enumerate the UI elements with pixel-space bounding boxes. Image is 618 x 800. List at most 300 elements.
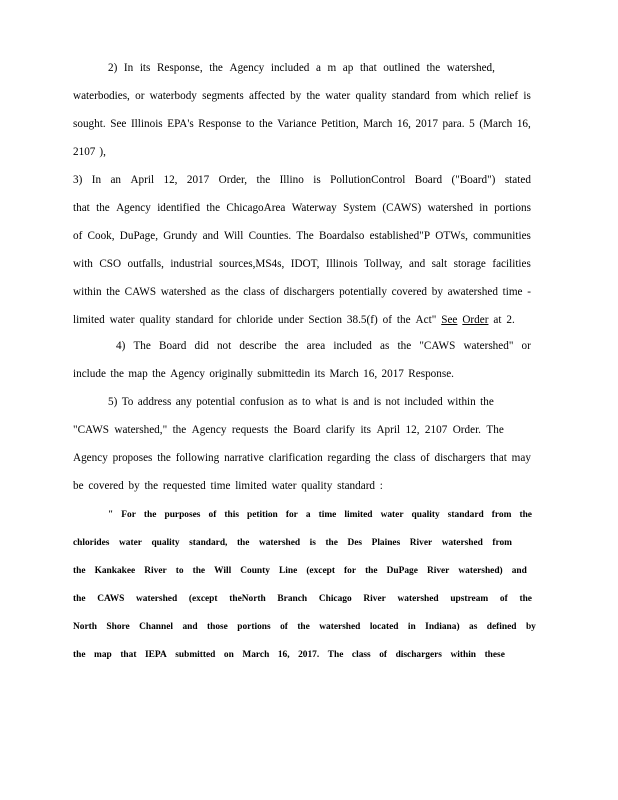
word: March (242, 650, 270, 660)
word: that (490, 452, 507, 464)
word: and (182, 622, 198, 632)
word: outfalls, (127, 258, 164, 270)
word: of (280, 622, 288, 632)
word: an (110, 174, 122, 186)
word: (March (479, 118, 513, 130)
word: covered (391, 286, 428, 298)
word: IDOT, (290, 258, 320, 270)
word: 5 (469, 118, 475, 130)
word: included (404, 396, 443, 408)
word: waterbodies, (73, 90, 130, 102)
word: (CAWS) (382, 202, 422, 214)
word: Line (279, 566, 298, 576)
word: proposes (112, 452, 153, 464)
word: the (396, 314, 411, 326)
quote-line (73, 648, 505, 662)
word: Board (414, 174, 443, 186)
word: 16, (516, 118, 531, 130)
word: quality (139, 314, 171, 326)
word: watershed (441, 538, 483, 548)
word: watershed, (446, 62, 495, 74)
word: chloride (236, 314, 274, 326)
word: the (73, 566, 86, 576)
quote-line (73, 592, 532, 606)
word: CAWS (97, 594, 125, 604)
word: In (123, 62, 134, 74)
word: under (277, 314, 304, 326)
word: within (73, 286, 102, 298)
word: quality (355, 90, 387, 102)
word: its (314, 368, 326, 380)
word: Plaines (371, 538, 401, 548)
word: of (420, 452, 430, 464)
word: ("Board") (451, 174, 496, 186)
word: - (527, 286, 531, 298)
word: class (351, 650, 371, 660)
word: See (110, 118, 127, 130)
word: industrial (170, 258, 213, 270)
word: that (73, 202, 90, 214)
word: covered (88, 480, 124, 492)
word: that (120, 650, 137, 660)
word: Order (462, 314, 489, 326)
word: describe (239, 340, 277, 352)
word: sought. (73, 118, 106, 130)
word: in (479, 202, 488, 214)
body-line (73, 117, 531, 131)
word: DuPage, (119, 230, 158, 242)
word: requests (231, 424, 269, 436)
body-line (108, 395, 494, 409)
word: or (135, 90, 145, 102)
word: the (284, 340, 299, 352)
word: of (269, 286, 279, 298)
word: by (128, 480, 140, 492)
body-line (73, 89, 531, 103)
word: (except (306, 566, 335, 576)
word: limited (235, 480, 267, 492)
word: Indiana) (425, 622, 460, 632)
word: clarify (325, 424, 356, 436)
word: water (271, 480, 297, 492)
word: Waterway (291, 202, 337, 214)
word: to (245, 118, 255, 130)
word: potential (196, 396, 236, 408)
word: as (380, 340, 390, 352)
word: DuPage (386, 566, 418, 576)
word: Agency (73, 452, 108, 464)
word: River (363, 594, 386, 604)
word: the (206, 202, 221, 214)
word: March (329, 368, 359, 380)
word: April (130, 174, 155, 186)
body-line (73, 201, 531, 215)
word: outlined (383, 62, 420, 74)
word: (except (188, 594, 218, 604)
word: salt (431, 258, 448, 270)
word: segments (202, 90, 244, 102)
word: did (194, 340, 209, 352)
word: affected (249, 90, 285, 102)
word: as (210, 286, 221, 298)
word: March (363, 118, 393, 130)
word: See (441, 314, 458, 326)
body-line (73, 451, 531, 465)
word: communities (473, 230, 531, 242)
word: quality (301, 480, 333, 492)
word: the (209, 62, 223, 74)
word: Agency (116, 202, 151, 214)
body-line (73, 479, 383, 493)
word: standard (391, 90, 430, 102)
word: watershed," (114, 424, 168, 436)
word: and (202, 230, 219, 242)
word: to (302, 396, 311, 408)
word: the (157, 452, 171, 464)
word: as (469, 622, 478, 632)
word: watershed (160, 286, 207, 298)
body-line (73, 145, 531, 159)
word: theNorth (229, 594, 266, 604)
word: Agency (170, 368, 205, 380)
word: Section (308, 314, 342, 326)
word: Branch (277, 594, 308, 604)
word: Board (159, 340, 187, 352)
word: storage (453, 258, 486, 270)
word: of (208, 510, 217, 520)
word: these (484, 650, 505, 660)
word: the (144, 480, 159, 492)
word: upstream (450, 594, 489, 604)
word: include (73, 368, 106, 380)
word: the (519, 594, 532, 604)
word: within (450, 650, 477, 660)
word: clarification (268, 452, 323, 464)
word: Illino (279, 174, 304, 186)
word: the (256, 174, 271, 186)
word: ), (99, 146, 106, 158)
word: Petition, (321, 118, 359, 130)
word: the (306, 90, 321, 102)
word: 2017 (381, 368, 404, 380)
word: 2. (506, 314, 515, 326)
word: map (128, 368, 148, 380)
word: which (461, 90, 490, 102)
word: ap (342, 62, 354, 74)
word: EPA's (167, 118, 194, 130)
word: water (119, 538, 142, 548)
word: from (492, 538, 512, 548)
word: purposes (164, 510, 201, 520)
word: Des (347, 538, 363, 548)
word: the (273, 424, 288, 436)
body-line (116, 339, 531, 353)
word: stated (504, 174, 531, 186)
word: a (305, 510, 311, 520)
word: Kankakee (94, 566, 136, 576)
word: watershed) (458, 566, 503, 576)
word: watershed (397, 594, 439, 604)
quote-line (73, 620, 536, 634)
word: not (216, 340, 232, 352)
word: The (296, 230, 314, 242)
word: the (73, 594, 86, 604)
word: 2107 (424, 424, 448, 436)
word: its (139, 62, 151, 74)
word: standard (175, 314, 214, 326)
word: System (343, 202, 377, 214)
body-line (73, 367, 454, 381)
word: map (94, 650, 112, 660)
word: Response. (408, 368, 454, 380)
word: from (491, 510, 512, 520)
word: awatershed (447, 286, 498, 298)
word: IEPA (145, 650, 167, 660)
word: River (426, 566, 450, 576)
word: the (375, 452, 389, 464)
word: Cook, (87, 230, 115, 242)
body-line (73, 285, 531, 299)
word: : (379, 480, 383, 492)
word: narrative (224, 452, 264, 464)
word: address (137, 396, 172, 408)
word: as (288, 396, 298, 408)
word: dischargers (434, 452, 486, 464)
word: of (499, 594, 508, 604)
word: area (306, 340, 326, 352)
word: class (393, 452, 416, 464)
word: for (218, 314, 232, 326)
word: class (243, 286, 265, 298)
word: the (96, 202, 110, 214)
word: the (519, 510, 532, 520)
word: within (447, 396, 476, 408)
body-line (73, 229, 531, 243)
word: is (313, 174, 321, 186)
quote-line (73, 536, 512, 550)
word: 3) (73, 174, 83, 186)
word: and (353, 396, 370, 408)
word: to (175, 566, 184, 576)
word: petition (247, 510, 278, 520)
word: standard (447, 510, 484, 520)
word: and (409, 258, 426, 270)
word: The (486, 424, 504, 436)
word: 2017 (186, 174, 210, 186)
word: the (325, 538, 338, 548)
word: the (106, 286, 120, 298)
word: limited (73, 314, 105, 326)
quote-line (73, 564, 527, 578)
word: "CAWS (419, 340, 456, 352)
word: the (152, 368, 166, 380)
word: Grundy (163, 230, 198, 242)
word: a (315, 62, 321, 74)
word: 2017. (298, 650, 320, 660)
word: 5) (108, 396, 118, 408)
word: included (270, 62, 310, 74)
word: potentially (339, 286, 387, 298)
word: located (369, 622, 399, 632)
word: confusion (239, 396, 284, 408)
word: the (297, 622, 310, 632)
word: quality (151, 538, 180, 548)
word: PollutionControl (330, 174, 406, 186)
word: 16, (363, 368, 378, 380)
word: para. (442, 118, 465, 130)
word: and (511, 566, 527, 576)
word: submittedin (257, 368, 311, 380)
word: 2107 (73, 146, 96, 158)
word: water (325, 90, 351, 102)
word: Order, (218, 174, 248, 186)
word: County (240, 566, 270, 576)
word: of (382, 314, 392, 326)
word: watershed (258, 538, 301, 548)
word: Tollway, (364, 258, 403, 270)
word: The (327, 650, 344, 660)
word: OTWs, (435, 230, 468, 242)
word: is (373, 396, 382, 408)
word: 4) (116, 340, 126, 352)
word: following (175, 452, 220, 464)
word: standard, (189, 538, 228, 548)
word: For (121, 510, 136, 520)
word: is (523, 90, 531, 102)
word: identified (157, 202, 201, 214)
word: "CAWS (73, 424, 109, 436)
word: on (223, 650, 234, 660)
word: requested (162, 480, 206, 492)
word: dischargers (283, 286, 335, 298)
word: quality (411, 510, 440, 520)
word: watershed (427, 202, 473, 214)
word: the (192, 566, 206, 576)
word: CSO (99, 258, 122, 270)
word: by (290, 90, 302, 102)
word: 16, (396, 118, 411, 130)
word: the (172, 424, 187, 436)
word: sources,MS4s, (219, 258, 285, 270)
word: Illinois (325, 258, 358, 270)
word: relief (494, 90, 519, 102)
word: the (236, 538, 250, 548)
word: watershed (319, 622, 361, 632)
word: chlorides (73, 538, 110, 548)
word: is (341, 396, 349, 408)
word: CAWS (124, 286, 157, 298)
word: the (365, 566, 378, 576)
word: the (397, 340, 412, 352)
word: Shore (106, 622, 130, 632)
word: what (315, 396, 337, 408)
word: the (110, 368, 125, 380)
word: at (493, 314, 502, 326)
word: Will (214, 566, 232, 576)
word: facilities (492, 258, 531, 270)
word: Board (293, 424, 321, 436)
word: 16, (277, 650, 290, 660)
word: of (379, 650, 388, 660)
word: Response (198, 118, 242, 130)
word: any (175, 396, 192, 408)
word: the (259, 118, 273, 130)
word: water (380, 510, 404, 520)
word: not (385, 396, 400, 408)
body-line (73, 173, 531, 187)
word: 38.5(f) (346, 314, 378, 326)
word: Act" (415, 314, 437, 326)
word: To (121, 396, 134, 408)
word: Order. (452, 424, 481, 436)
body-line (73, 423, 504, 437)
word: ChicagoArea (226, 202, 286, 214)
word: those (207, 622, 228, 632)
word: may (511, 452, 531, 464)
word: the (480, 396, 494, 408)
word: River (144, 566, 167, 576)
word: waterbody (149, 90, 197, 102)
word: by (525, 622, 536, 632)
word: 2) (108, 62, 118, 74)
word: water (109, 314, 135, 326)
quote-line (108, 508, 532, 522)
word: is (309, 538, 316, 548)
word: " (108, 510, 114, 520)
word: in (407, 622, 416, 632)
word: the (143, 510, 157, 520)
word: or (521, 340, 531, 352)
word: Agency (191, 424, 227, 436)
word: originally (209, 368, 253, 380)
word: by (431, 286, 443, 298)
word: of (73, 230, 83, 242)
word: Boardalso (318, 230, 365, 242)
word: watershed (136, 594, 178, 604)
word: portions (237, 622, 271, 632)
word: portions (494, 202, 531, 214)
word: Channel (139, 622, 173, 632)
word: with (73, 258, 93, 270)
word: 12, (405, 424, 420, 436)
word: for (285, 510, 298, 520)
word: time (318, 510, 337, 520)
word: time (210, 480, 231, 492)
word: standard (337, 480, 376, 492)
word: this (224, 510, 239, 520)
word: Response, (156, 62, 203, 74)
word: its (360, 424, 372, 436)
word: the (426, 62, 441, 74)
word: for (344, 566, 356, 576)
word: 2017 (415, 118, 438, 130)
word: the (73, 650, 86, 660)
word: Will (223, 230, 244, 242)
word: Variance (277, 118, 317, 130)
word: River (409, 538, 433, 548)
word: Illinois (130, 118, 163, 130)
word: that (359, 62, 377, 74)
word: In (91, 174, 102, 186)
word: watershed" (463, 340, 514, 352)
word: established"P (369, 230, 431, 242)
word: Chicago (318, 594, 352, 604)
word: the (224, 286, 239, 298)
word: regarding (327, 452, 371, 464)
word: Agency (229, 62, 265, 74)
word: included (333, 340, 372, 352)
word: North (73, 622, 97, 632)
